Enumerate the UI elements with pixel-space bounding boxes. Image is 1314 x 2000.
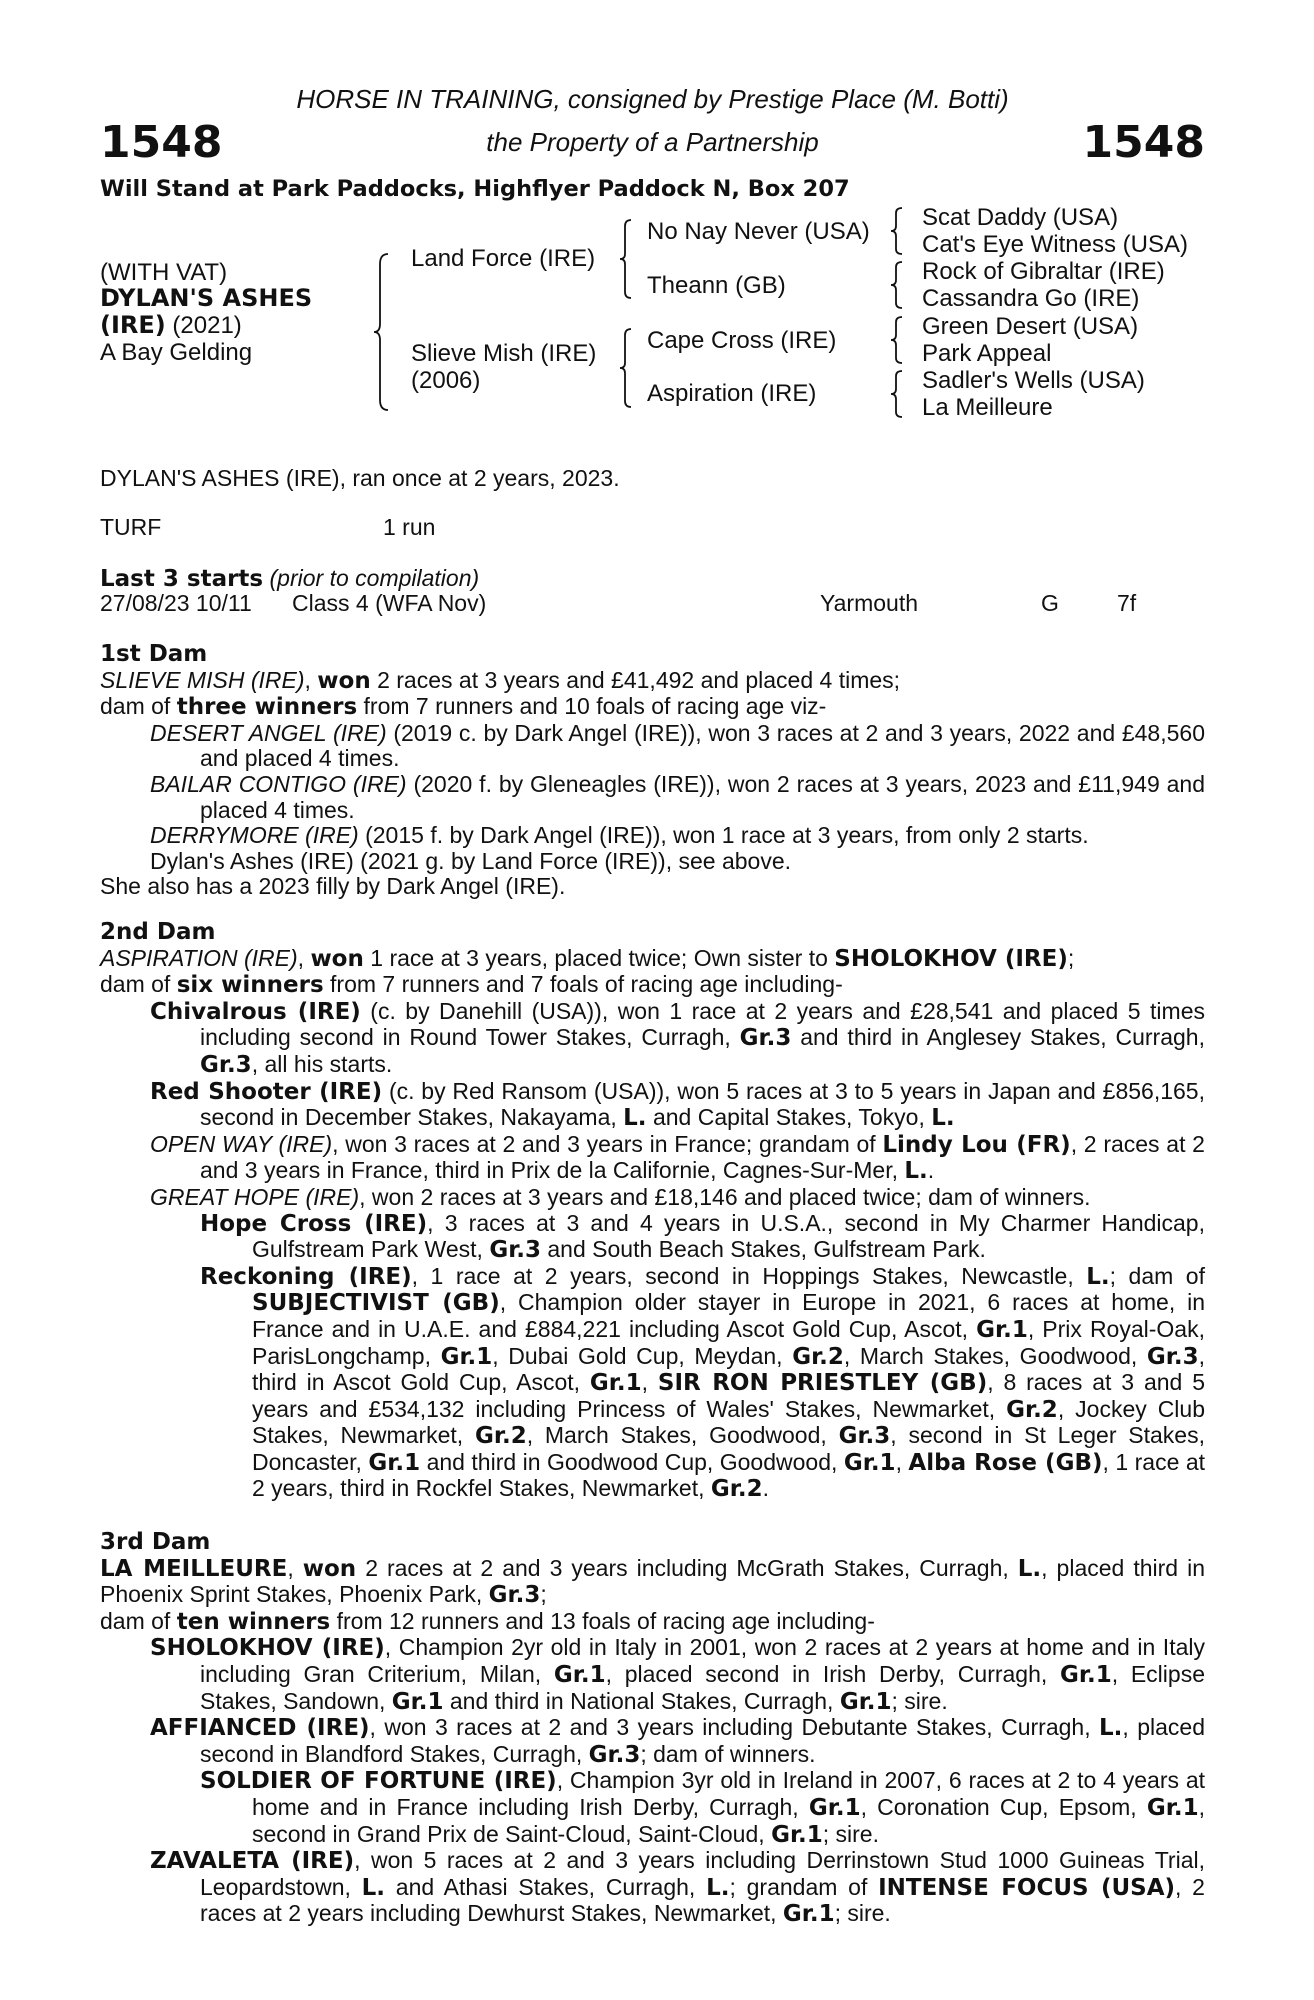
text-fragment: .: [762, 1475, 769, 1502]
text-fragment: , placed second in Irish Derby, Curragh,: [605, 1660, 1061, 1687]
text-fragment: ,: [895, 1448, 909, 1475]
start-row-race: Class 4 (WFA Nov): [292, 590, 487, 616]
progeny-name: AFFIANCED (IRE): [150, 1715, 370, 1742]
grand-progeny-name: INTENSE FOCUS (USA): [878, 1874, 1176, 1901]
last-starts-title: Last 3 starts: [100, 566, 264, 592]
text-fragment: , Dubai Gold Cup, Meydan,: [492, 1342, 793, 1369]
grade-label: Gr.1: [440, 1343, 493, 1370]
horse-name-suffix-year: [100, 312, 242, 339]
grade-label: Gr.1: [782, 1901, 835, 1928]
grade-label: Gr.1: [391, 1688, 444, 1715]
progeny-dylans-ashes: Dylan's Ashes (IRE) (2021 g. by Land Force (IRE)), see above.: [150, 847, 792, 874]
text-fragment: ,: [641, 1369, 658, 1396]
progeny-name: SHOLOKHOV (IRE): [150, 1635, 385, 1662]
pedigree-dam-year: (2006): [411, 367, 481, 394]
grade-label: Gr.1: [553, 1661, 606, 1688]
text-fragment: from 7 runners and 7 foals of racing age including-: [323, 971, 843, 998]
progeny-name: DERRYMORE (IRE): [150, 822, 359, 849]
text-fragment: , all his starts.: [251, 1050, 393, 1077]
dam-name: LA MEILLEURE: [100, 1555, 288, 1582]
text-fragment: and Athasi Stakes, Curragh,: [385, 1873, 707, 1900]
progeny-bailar-contigo: [100, 772, 1205, 823]
text-fragment: , placed second in Blandford Stakes, Curragh,: [200, 1714, 1205, 1767]
grade-label: Gr.3: [488, 1582, 541, 1609]
text-fragment: 1 race at 3 years, placed twice; Own sister to: [363, 944, 835, 971]
second-dam-title: 2nd Dam: [100, 919, 216, 945]
progeny-name: GREAT HOPE (IRE): [150, 1183, 360, 1210]
progeny-sholokhov: [100, 1635, 1205, 1715]
pedigree-brace-g4: [890, 369, 904, 419]
text-fragment: dam of: [100, 693, 177, 720]
text-fragment: and third in National Stakes, Curragh,: [443, 1687, 840, 1714]
grade-label: L.: [623, 1105, 647, 1132]
progeny-red-shooter: [100, 1079, 1205, 1132]
property-line: the Property of a Partnership: [486, 127, 819, 157]
progeny-name: BAILAR CONTIGO (IRE): [150, 770, 407, 797]
text-fragment: ; sire.: [822, 1820, 879, 1847]
grand-progeny-hope-cross: [100, 1211, 1205, 1264]
horse-year: (2021): [165, 312, 242, 339]
progeny-desert-angel: [100, 721, 1205, 772]
grade-label: Gr.1: [843, 1449, 896, 1476]
text-fragment: , won 5 races at 2 and 3 years including Derrinstown Stud 1000 Guineas Trial, Leopardstown,: [200, 1847, 1205, 1900]
text-fragment: , March Stakes, Goodwood,: [843, 1342, 1147, 1369]
winners-count: ten winners: [176, 1608, 331, 1635]
text-fragment: and Capital Stakes, Tokyo,: [646, 1104, 932, 1131]
grade-label: Gr.1: [976, 1316, 1028, 1343]
grade-label: L.: [1099, 1715, 1123, 1742]
text-fragment: and third in Goodwood Cup, Goodwood,: [420, 1448, 844, 1475]
pedigree-brace-g2: [890, 260, 904, 310]
dam-name: ASPIRATION (IRE): [100, 944, 298, 971]
pedigree-g5: Green Desert (USA): [922, 313, 1139, 340]
horse-country: (IRE): [100, 311, 166, 339]
pedigree-brace-g3: [890, 315, 904, 365]
pedigree-g6: Park Appeal: [922, 340, 1052, 367]
progeny-name: SIR RON PRIESTLEY (GB): [657, 1370, 988, 1397]
lot-number-left: 1548: [100, 117, 223, 168]
grade-label: Gr.2: [475, 1423, 527, 1450]
pedigree-g2: Cat's Eye Witness (USA): [922, 231, 1188, 258]
text-fragment: , Champion 2yr old in Italy in 2001, won 2 races at 2 years at home and in Italy including Gran Criterium, Milan,: [200, 1634, 1205, 1687]
text-fragment: , Eclipse Stakes, Sandown,: [200, 1660, 1205, 1714]
text-fragment: dam of: [100, 1607, 177, 1634]
last-starts-note: (prior to compilation): [263, 565, 480, 591]
text-fragment: , 2 races at 2 years including Dewhurst Stakes, Newmarket,: [200, 1873, 1205, 1927]
first-dam-line1: SLIEVE MISH (IRE), won 2 races at 3 years and £41,492 and placed 4 times;: [100, 666, 901, 694]
grand-progeny-soldier-of-fortune: [100, 1768, 1205, 1848]
text-fragment: , Prix Royal-Oak, ParisLongchamp,: [252, 1315, 1205, 1369]
start-row-distance: 7f: [1117, 590, 1137, 616]
grade-label: Gr.2: [792, 1343, 844, 1370]
grade-label: L.: [361, 1874, 386, 1901]
text-fragment: from 12 runners and 13 foals of racing age including-: [330, 1607, 875, 1634]
text-fragment: ; dam of winners.: [640, 1740, 816, 1767]
progeny-name: Alba Rose (GB): [908, 1449, 1103, 1476]
progeny-name: OPEN WAY (IRE): [150, 1130, 333, 1157]
winners-count: six winners: [176, 972, 324, 999]
pedigree-g7: Sadler's Wells (USA): [922, 367, 1145, 394]
first-dam-name: SLIEVE MISH (IRE): [100, 666, 305, 693]
grade-label: Gr.2: [710, 1476, 763, 1503]
pedigree-brace-dam: [619, 327, 633, 409]
progeny-derrymore: [100, 823, 1205, 849]
text-fragment: ; grandam of: [729, 1873, 879, 1900]
sibling-name: SHOLOKHOV (IRE): [834, 945, 1068, 972]
text-fragment: , Champion 3yr old in Ireland in 2007, 6 races at 2 to 4 years at home and in France including Irish Derby, Curragh,: [252, 1767, 1205, 1820]
text-fragment: and third in Anglesey Stakes, Curragh,: [791, 1024, 1205, 1051]
horse-description: A Bay Gelding: [100, 339, 253, 366]
text-fragment: ; dam of: [1109, 1262, 1205, 1289]
pedigree-sire-dam: Theann (GB): [647, 272, 786, 299]
progeny-name: Red Shooter (IRE): [150, 1078, 383, 1105]
grand-progeny-reckoning: [100, 1264, 1205, 1503]
grade-label: L.: [1017, 1555, 1042, 1582]
winners-count: three winners: [176, 694, 358, 721]
record-surface: TURF: [100, 514, 162, 540]
text-fragment: , 1 race at 2 years, second in Hoppings Stakes, Newcastle,: [411, 1262, 1087, 1289]
text-fragment: , second in St Leger Stakes, Doncaster,: [252, 1422, 1205, 1475]
progeny-name: Hope Cross (IRE): [200, 1210, 428, 1237]
grade-label: Gr.1: [1146, 1794, 1199, 1821]
grade-label: Gr.3: [489, 1237, 541, 1264]
text-fragment: ; sire.: [891, 1687, 948, 1714]
pedigree-dam: Slieve Mish (IRE): [411, 340, 597, 367]
text-fragment: ;: [1067, 944, 1075, 971]
progeny-name: SUBJECTIVIST (GB): [252, 1290, 500, 1317]
text-fragment: , second in Grand Prix de Saint-Cloud, Saint-Cloud,: [252, 1793, 1205, 1847]
grade-label: Gr.1: [839, 1688, 892, 1715]
progeny-open-way: [100, 1132, 1205, 1185]
grade-label: L.: [706, 1874, 730, 1901]
pedigree-brace-g1: [890, 206, 904, 256]
last-starts-heading: [100, 566, 479, 593]
text-fragment: , won 2 races at 3 years and £18,146 and placed twice; dam of winners.: [359, 1183, 1091, 1210]
grade-label: Gr.1: [1060, 1661, 1112, 1688]
pedigree-g1: Scat Daddy (USA): [922, 204, 1119, 231]
pedigree-g4: Cassandra Go (IRE): [922, 285, 1140, 312]
start-row-date: 27/08/23 10/11: [100, 590, 252, 616]
text-fragment: , 2 races at 2 and 3 years in France, third in Prix de la Californie, Cagnes-Sur-Mer,: [200, 1130, 1205, 1184]
progeny-zavaleta: [100, 1848, 1205, 1928]
text-fragment: ,: [287, 1554, 303, 1581]
first-dam-extra: She also has a 2023 filly by Dark Angel (IRE).: [100, 873, 566, 900]
pedigree-g8: La Meilleure: [922, 394, 1053, 421]
progeny-great-hope: [100, 1185, 1205, 1211]
grade-label: Gr.3: [739, 1025, 792, 1052]
pedigree-brace-sire: [619, 218, 633, 300]
text-fragment: ;: [540, 1581, 547, 1608]
text-fragment: ; sire.: [834, 1900, 891, 1927]
vat-label: (WITH VAT): [100, 259, 228, 286]
progeny-record: (2020 f. by Gleneagles (IRE)), won 2 races at 3 years, 2023 and £11,949 and placed 4 times.: [200, 770, 1205, 823]
won-label: won: [317, 667, 371, 694]
text-fragment: , third in Ascot Gold Cup, Ascot,: [252, 1342, 1205, 1396]
first-dam-title: 1st Dam: [100, 641, 208, 667]
text-fragment: (c. by Danehill (USA)), won 1 race at 2 years and £28,541 and placed 5 times including second in Round Tower Stakes, Curragh,: [200, 997, 1205, 1051]
text-fragment: , 3 races at 3 and 4 years in U.S.A., second in My Charmer Handicap, Gulfstream Park West,: [252, 1209, 1205, 1263]
start-row-course: Yarmouth: [820, 590, 919, 616]
text-fragment: , won 3 races at 2 and 3 years including Debutante Stakes, Curragh,: [369, 1714, 1100, 1741]
text-fragment: ,: [297, 944, 311, 971]
text-fragment: , March Stakes, Goodwood,: [526, 1422, 839, 1449]
pedigree-sire: Land Force (IRE): [411, 245, 596, 272]
progeny-record: (2019 c. by Dark Angel (IRE)), won 3 races at 2 and 3 years, 2022 and £48,560 and placed 4 times.: [200, 719, 1205, 772]
grade-label: L.: [904, 1158, 928, 1185]
pedigree-dam-dam: Aspiration (IRE): [647, 380, 817, 407]
text-fragment: , 8 races at 3 and 5 years and £534,132 including Princess of Wales' Stakes, Newmarket,: [252, 1369, 1206, 1422]
second-dam-line1: [100, 946, 1205, 973]
lot-number-right: 1548: [1082, 117, 1205, 168]
pedigree-dam-sire: Cape Cross (IRE): [647, 327, 837, 354]
text-fragment: , Jockey Club Stakes, Newmarket,: [252, 1395, 1205, 1449]
pedigree-sire-sire: No Nay Never (USA): [647, 218, 870, 245]
progeny-affianced: [100, 1715, 1205, 1768]
grand-progeny-name: Lindy Lou (FR): [882, 1131, 1071, 1158]
pedigree-g3: Rock of Gibraltar (IRE): [922, 258, 1165, 285]
grade-label: Gr.3: [588, 1741, 641, 1768]
progeny-name: ZAVALETA (IRE): [150, 1848, 355, 1875]
progeny-name: Reckoning (IRE): [200, 1263, 412, 1290]
grade-label: L.: [931, 1105, 955, 1132]
grade-label: Gr.2: [1006, 1396, 1058, 1423]
second-dam-line2: [100, 972, 1205, 999]
grade-label: Gr.1: [589, 1370, 642, 1397]
progeny-chivalrous: [100, 999, 1205, 1079]
catalogue-page: [100, 0, 1205, 2000]
third-dam-section: [100, 1530, 1205, 1928]
third-dam-line2: [100, 1609, 1205, 1636]
grade-label: Gr.3: [200, 1051, 252, 1078]
text-fragment: from 7 runners and 10 foals of racing age viz-: [357, 693, 827, 720]
stand-location: Will Stand at Park Paddocks, Highflyer Paddock N, Box 207: [100, 176, 850, 202]
grade-label: L.: [1086, 1263, 1110, 1290]
text-fragment: , Champion older stayer in Europe in 2021, 6 races at home, in France and in U.A.E. and £884,221 including Ascot Gold Cup, Ascot,: [252, 1289, 1206, 1342]
text-fragment: .: [927, 1157, 935, 1184]
first-dam-section: [100, 642, 1205, 900]
won-label: won: [302, 1555, 357, 1582]
consignment-line: HORSE IN TRAINING, consigned by Prestige Place (M. Botti): [296, 84, 1009, 114]
second-dam-section: [100, 920, 1205, 1503]
progeny-name: Chivalrous (IRE): [150, 998, 361, 1025]
horse-name: DYLAN'S ASHES: [100, 284, 313, 312]
text-fragment: and South Beach Stakes, Gulfstream Park.: [541, 1236, 986, 1263]
text-fragment: dam of: [100, 971, 177, 998]
text-fragment: , won 3 races at 2 and 3 years in France; grandam of: [332, 1130, 883, 1157]
text-fragment: (c. by Red Ransom (USA)), won 5 races at 3 to 5 years in Japan and £856,165, second in December Stakes, Nakayama,: [200, 1077, 1205, 1131]
text-fragment: , 1 race at 2 years, third in Rockfel Stakes, Newmarket,: [252, 1448, 1206, 1502]
grade-label: Gr.3: [838, 1423, 891, 1450]
third-dam-title: 3rd Dam: [100, 1529, 211, 1555]
text-fragment: , placed third in Phoenix Sprint Stakes, Phoenix Park,: [100, 1554, 1205, 1608]
grade-label: Gr.1: [808, 1794, 861, 1821]
text-fragment: 2 races at 2 and 3 years including McGrath Stakes, Curragh,: [356, 1554, 1018, 1581]
progeny-name: DESERT ANGEL (IRE): [150, 719, 387, 746]
grade-label: Gr.1: [368, 1449, 421, 1476]
race-summary: DYLAN'S ASHES (IRE), ran once at 2 years, 2023.: [100, 465, 620, 491]
progeny-name: SOLDIER OF FORTUNE (IRE): [200, 1768, 557, 1795]
progeny-record: (2015 f. by Dark Angel (IRE)), won 1 race at 3 years, from only 2 starts.: [358, 822, 1089, 849]
text-fragment: , Coronation Cup, Epsom,: [860, 1793, 1147, 1820]
start-row-going: G: [1041, 590, 1059, 616]
grade-label: Gr.1: [771, 1821, 823, 1848]
record-runs: 1 run: [383, 514, 436, 540]
pedigree-brace-main: [372, 252, 390, 412]
first-dam-line2: [100, 694, 1205, 721]
grade-label: Gr.3: [1146, 1343, 1199, 1370]
won-label: won: [310, 945, 364, 972]
first-dam-record: 2 races at 3 years and £41,492 and placed 4 times;: [370, 666, 901, 693]
third-dam-line1: [100, 1556, 1205, 1609]
